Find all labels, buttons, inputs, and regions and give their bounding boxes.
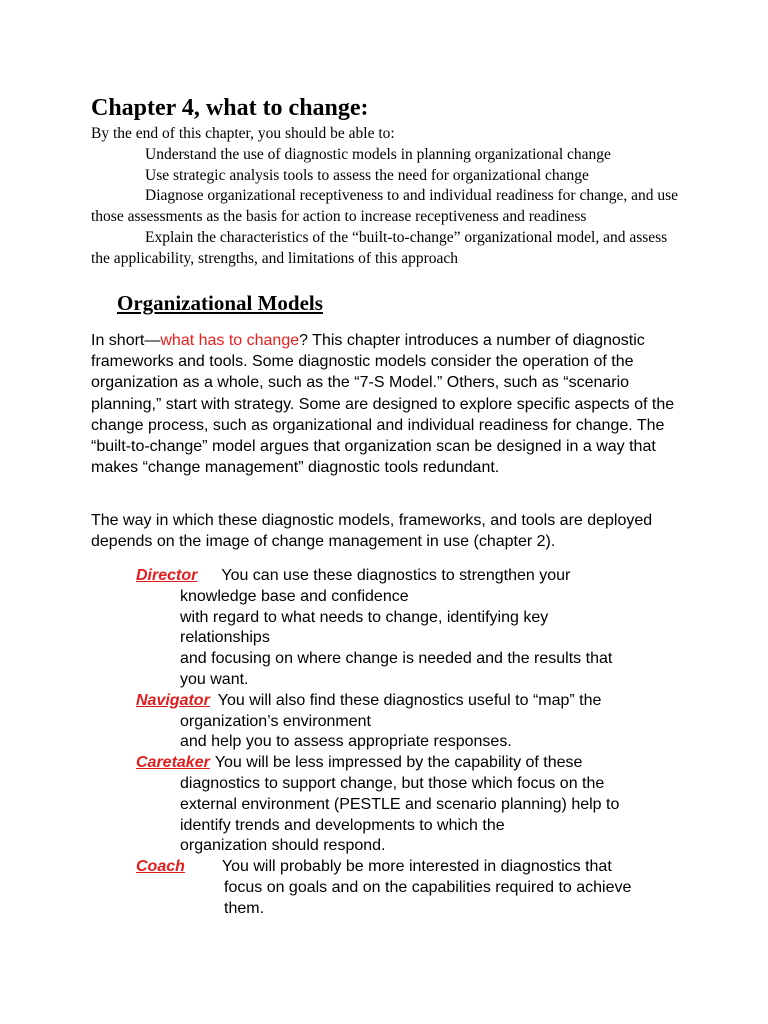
- image-text-line: them.: [224, 899, 265, 917]
- image-entry-navigator: [136, 691, 676, 753]
- image-text-line: and focusing on where change is needed and the results that: [180, 650, 613, 668]
- section-heading: Organizational Models: [117, 291, 323, 315]
- image-text-line: You will also find these diagnostics useful to “map” the: [217, 691, 602, 709]
- image-entry-director: [136, 566, 676, 691]
- image-text-line: identify trends and developments to which the: [180, 816, 505, 834]
- intro-rest: ? This chapter introduces a number of diagnostic frameworks and tools. Some diagnostic models consider the operation of the organization as a whole, such as the “7-S Model.” Others, such as “scenario planning,” start with strategy. Some are designed to explore specific aspects of the change process, such as organizational and individual readiness for change. The “built-to-change” model argues that organization scan be designed in a way that makes “change management” diagnostic tools redundant.: [91, 332, 675, 477]
- change-images-list: [136, 566, 676, 920]
- image-text-line: You will probably be more interested in diagnostics that: [221, 858, 612, 876]
- objective-item: Understand the use of diagnostic models in planning organizational change: [145, 145, 611, 163]
- image-text-line: focus on goals and on the capabilities required to achieve: [224, 878, 632, 896]
- objective-item: Use strategic analysis tools to assess the need for organizational change: [145, 166, 589, 184]
- image-entry-coach: [136, 857, 676, 919]
- image-text-line: organization should respond.: [180, 837, 386, 855]
- image-label-coach: Coach: [136, 858, 185, 876]
- objective-item: Diagnose organizational receptiveness to and individual readiness for change, and use those assessments as the basis for action to increase receptiveness and readiness: [91, 187, 678, 226]
- objective-item: Explain the characteristics of the “built-to-change” organizational model, and assess the applicability, strengths, and limitations of this approach: [91, 228, 668, 267]
- image-label-director: Director: [136, 567, 198, 584]
- image-label-navigator: Navigator: [136, 691, 210, 709]
- learning-objectives: [91, 124, 681, 270]
- intro-paragraph: [91, 330, 691, 478]
- image-text-line: with regard to what needs to change, identifying key: [180, 608, 549, 626]
- image-text-line: organization’s environment: [180, 712, 371, 730]
- image-text-line: knowledge base and confidence: [180, 587, 409, 605]
- image-text-line: and help you to assess appropriate responses.: [180, 733, 512, 751]
- image-text-line: you want.: [180, 670, 249, 688]
- objectives-intro: By the end of this chapter, you should be able to:: [91, 125, 395, 142]
- image-text-line: You can use these diagnostics to strengthen your: [221, 567, 571, 584]
- image-label-caretaker: Caretaker: [136, 754, 210, 772]
- intro-highlight: what has to change: [160, 332, 300, 349]
- image-text-line: external environment (PESTLE and scenario planning) help to: [180, 795, 620, 813]
- image-entry-caretaker: [136, 753, 676, 857]
- intro-lead: In short—: [91, 332, 161, 349]
- chapter-title: Chapter 4, what to change:: [91, 95, 369, 121]
- image-text-line: You will be less impressed by the capability of these: [214, 754, 583, 772]
- deployment-paragraph: The way in which these diagnostic models, frameworks, and tools are deployed depends on the image of change management in use (chapter 2).: [91, 512, 653, 551]
- image-text-line: diagnostics to support change, but those which focus on the: [180, 774, 605, 792]
- image-text-line: relationships: [180, 629, 270, 647]
